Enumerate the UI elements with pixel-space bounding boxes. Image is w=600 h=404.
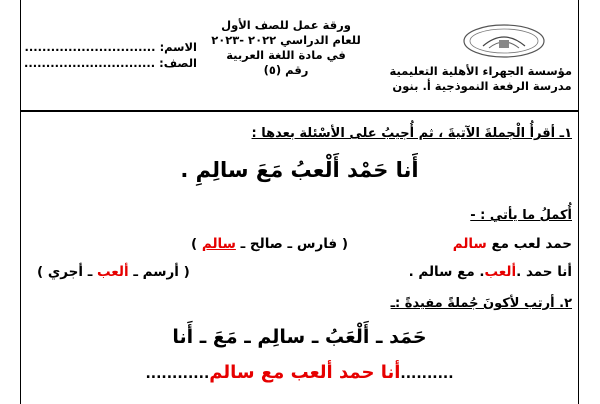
answer-dots-after: ............ [145, 366, 210, 382]
class-label: الصف: [159, 56, 197, 70]
sheet-number: رقم (٥) [263, 63, 309, 77]
school-name: مدرسة الرفعة النموذجية أ. بنون [392, 79, 572, 93]
name-dots: .............................. [24, 40, 156, 54]
header-divider [21, 110, 578, 112]
line-2-choices-close: ـ أجري ) [37, 264, 98, 280]
line-1-choices-close: ) [191, 236, 202, 252]
sheet-title: ورقة عمل للصف الأول [221, 18, 351, 32]
line-1-answer: سالم [452, 236, 487, 252]
line-1-choice-answer: سالم [201, 236, 236, 252]
question-1-heading: ١ـ أقرأُ الْجملةَ الآتيةَ ، ثم أُجيبُ على الأسْئلة بعدها : [251, 126, 572, 141]
line-2-choices [37, 264, 190, 280]
answer-line [21, 362, 578, 383]
complete-heading: أُكملُ ما يأتي : - [470, 208, 572, 223]
name-label: الاسم: [159, 40, 197, 54]
worksheet-sheet [20, 0, 579, 404]
scrambled-words: حَمَد ـ أَلْعَبُ ـ سالِم ـ مَعَ ـ أَنا [172, 326, 427, 348]
answer-dots-before: .......... [400, 366, 454, 382]
subject: في مادة اللغة العربية [226, 48, 346, 62]
line-1-text: حمد لعب مع [491, 236, 572, 252]
class-dots: .............................. [24, 56, 156, 70]
complete-line-2 [409, 264, 572, 280]
class-field [24, 56, 197, 70]
school-logo-icon [461, 22, 547, 60]
school-year: للعام الدراسي ٢٠٢٢ -٢٠٢٣ [211, 33, 361, 47]
line-2-text-b: . مع سالم . [408, 264, 485, 280]
org-name: مؤسسة الجهراء الأهلية التعليمية [389, 64, 572, 78]
line-1-choices-open: ( فارس ـ صالح ـ [235, 236, 349, 252]
line-2-text-a: أنا حمد . [516, 264, 572, 280]
line-2-answer: ألعب [484, 264, 517, 280]
line-2-choices-open: ( أرسم ـ [128, 264, 190, 280]
question-2-heading: ٢. أرتب لأكونَ جُملةً مفيدةً :ـ [390, 296, 572, 311]
line-2-choice-answer: ألعب [97, 264, 129, 280]
reading-sentence: أَنا حَمْد أَلْعبُ مَعَ سالِمِ . [180, 158, 419, 182]
complete-line-1 [453, 236, 572, 252]
name-field [24, 40, 197, 54]
ordered-answer: أنا حمد ألعب مع سالم [209, 362, 401, 383]
line-1-choices [191, 236, 348, 252]
